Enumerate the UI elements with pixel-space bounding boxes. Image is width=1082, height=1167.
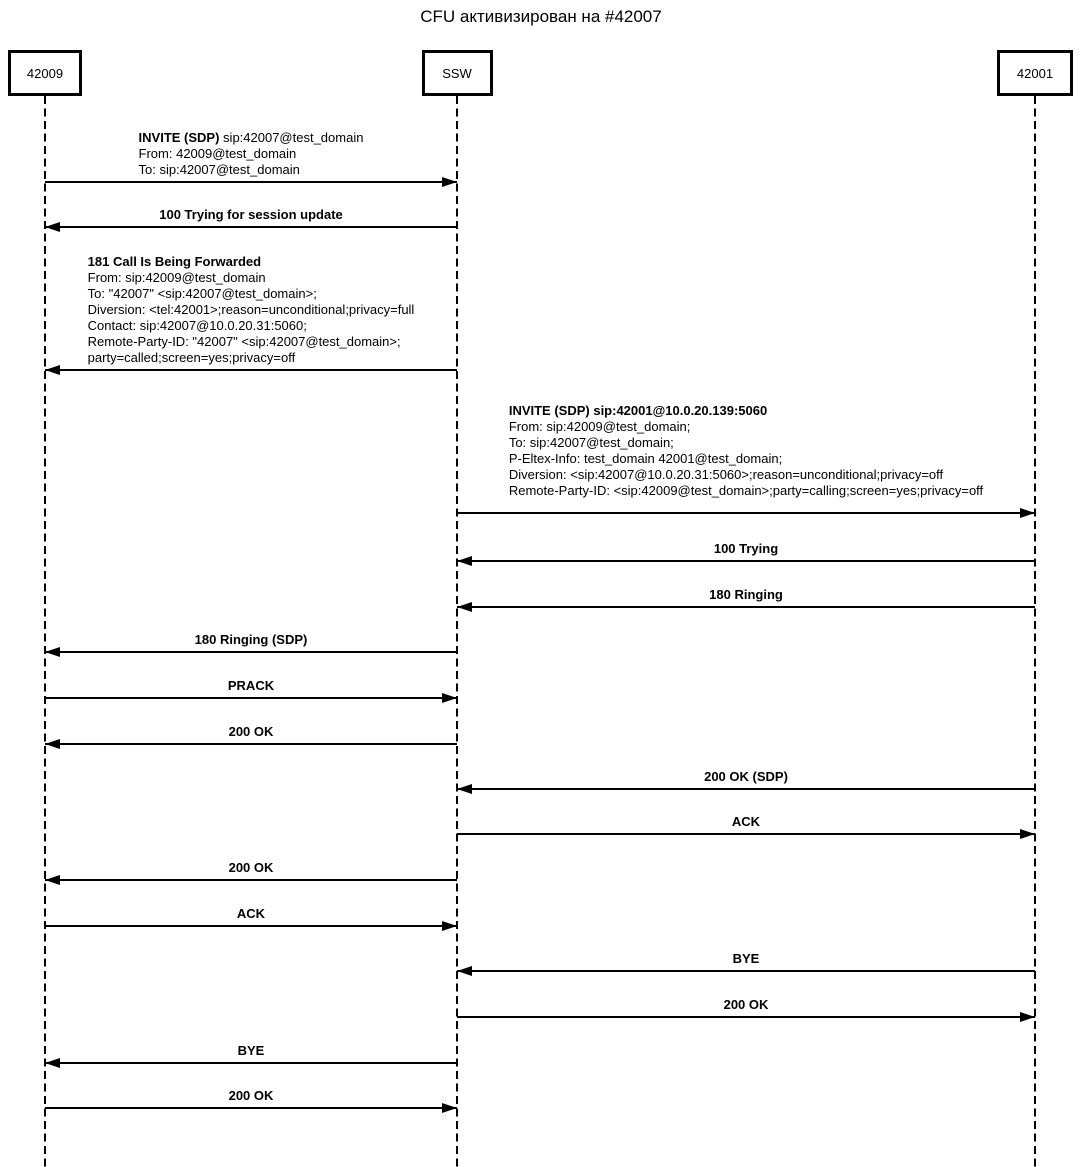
arrowhead-icon [442, 177, 457, 187]
message-text [704, 769, 788, 785]
message-label [457, 997, 1035, 1013]
message-text [724, 997, 769, 1013]
arrowhead-icon [457, 966, 472, 976]
actor-box-42001 [997, 50, 1073, 96]
message-text-line: 181 Call Is Being Forwarded [87, 254, 262, 269]
message-text-line: 180 Ringing (SDP) [194, 632, 308, 647]
message-label [45, 860, 457, 876]
message-text-line: party=called;screen=yes;privacy=off [87, 350, 296, 365]
message-text-line: 180 Ringing [709, 587, 783, 602]
message-text-line: To: sip:42007@test_domain; [508, 435, 674, 450]
message-text-line: P-Eltex-Info: test_domain 42001@test_domain; [508, 451, 783, 466]
message-label [45, 678, 457, 694]
arrowhead-icon [457, 556, 472, 566]
message-label [45, 632, 457, 648]
message-text [229, 724, 274, 740]
message-text-line: ACK [731, 814, 761, 829]
message-text [229, 860, 274, 876]
message-text-line: To: sip:42007@test_domain [138, 162, 300, 177]
message-text [228, 678, 274, 694]
message-text-line: 200 OK [228, 860, 274, 875]
message-label [457, 587, 1035, 603]
message-label [45, 130, 457, 178]
arrowhead-icon [442, 1103, 457, 1113]
arrowhead-icon [457, 784, 472, 794]
message-text [709, 587, 783, 603]
message-label [457, 769, 1035, 785]
message-arrow-line [45, 226, 457, 228]
message-arrow-line [45, 369, 457, 371]
message-text-line: ACK [236, 906, 266, 921]
arrowhead-icon [1020, 1012, 1035, 1022]
actor-box-42009 [8, 50, 82, 96]
arrowhead-icon [45, 1058, 60, 1068]
message-text [238, 1043, 265, 1059]
message-text-line: 100 Trying for session update [159, 207, 343, 222]
message-text-line: To: "42007" <sip:42007@test_domain>; [87, 286, 317, 301]
message-text-line: Remote-Party-ID: "42007" <sip:42007@test_domain>; [87, 334, 401, 349]
message-arrow-line [45, 1107, 457, 1109]
message-label [457, 951, 1035, 967]
message-text [139, 130, 364, 178]
diagram-title: CFU активизирован на #42007 [420, 7, 662, 26]
message-arrow-line [457, 512, 1035, 514]
actor-label: 42009 [26, 65, 64, 81]
message-arrow-line [457, 970, 1035, 972]
arrowhead-icon [45, 875, 60, 885]
message-text [732, 814, 760, 830]
message-text [714, 541, 778, 557]
message-text-line: 100 Trying [713, 541, 779, 556]
message-text-line: From: sip:42009@test_domain; [508, 419, 691, 434]
message-arrow-line [457, 788, 1035, 790]
message-text-line: 200 OK [723, 997, 769, 1012]
message-text [733, 951, 760, 967]
message-text-line: 200 OK [228, 1088, 274, 1103]
arrowhead-icon [1020, 508, 1035, 518]
message-text-line: INVITE (SDP) sip:42007@test_domain [138, 130, 364, 145]
message-label [45, 1088, 457, 1104]
message-text-line: BYE [732, 951, 760, 966]
message-text-line: Remote-Party-ID: <sip:42009@test_domain>;party=calling;screen=yes;privacy=off [508, 483, 984, 498]
message-arrow-line [45, 697, 457, 699]
message-text [229, 1088, 274, 1104]
actor-label: 42001 [1016, 65, 1054, 81]
arrowhead-icon [442, 693, 457, 703]
message-text-line: Contact: sip:42007@10.0.20.31:5060; [87, 318, 307, 333]
message-text [159, 207, 343, 223]
message-text-line: 200 OK [228, 724, 274, 739]
message-label [45, 906, 457, 922]
message-arrow-line [457, 1016, 1035, 1018]
message-arrow-line [45, 743, 457, 745]
message-text-line: INVITE (SDP) sip:42001@10.0.20.139:5060 [508, 403, 768, 418]
arrowhead-icon [45, 739, 60, 749]
message-text [237, 906, 265, 922]
message-text [195, 632, 308, 648]
message-label [45, 1043, 457, 1059]
message-text-line: 200 OK (SDP) [704, 769, 788, 784]
message-arrow-line [45, 651, 457, 653]
message-text-line: BYE [237, 1043, 265, 1058]
message-text-line: PRACK [227, 678, 275, 693]
message-label [45, 724, 457, 740]
message-arrow-line [45, 879, 457, 881]
message-label [457, 541, 1035, 557]
message-arrow-line [45, 925, 457, 927]
message-arrow-line [45, 181, 457, 183]
message-label [45, 254, 457, 366]
actor-box-ssw [422, 50, 493, 96]
message-text-line: Diversion: <tel:42001>;reason=unconditional;privacy=full [87, 302, 415, 317]
message-label [45, 207, 457, 223]
message-arrow-line [45, 1062, 457, 1064]
arrowhead-icon [1020, 829, 1035, 839]
message-label [457, 814, 1035, 830]
message-label [457, 403, 1035, 499]
message-text [509, 403, 983, 499]
message-arrow-line [457, 833, 1035, 835]
arrowhead-icon [457, 602, 472, 612]
message-text-line: From: 42009@test_domain [138, 146, 297, 161]
arrowhead-icon [45, 222, 60, 232]
message-arrow-line [457, 606, 1035, 608]
message-text-line: From: sip:42009@test_domain [87, 270, 266, 285]
arrowhead-icon [45, 647, 60, 657]
message-arrow-line [457, 560, 1035, 562]
arrowhead-icon [442, 921, 457, 931]
message-text-line: Diversion: <sip:42007@10.0.20.31:5060>;reason=unconditional;privacy=off [508, 467, 944, 482]
actor-label: SSW [442, 65, 472, 81]
message-text [88, 254, 415, 366]
arrowhead-icon [45, 365, 60, 375]
